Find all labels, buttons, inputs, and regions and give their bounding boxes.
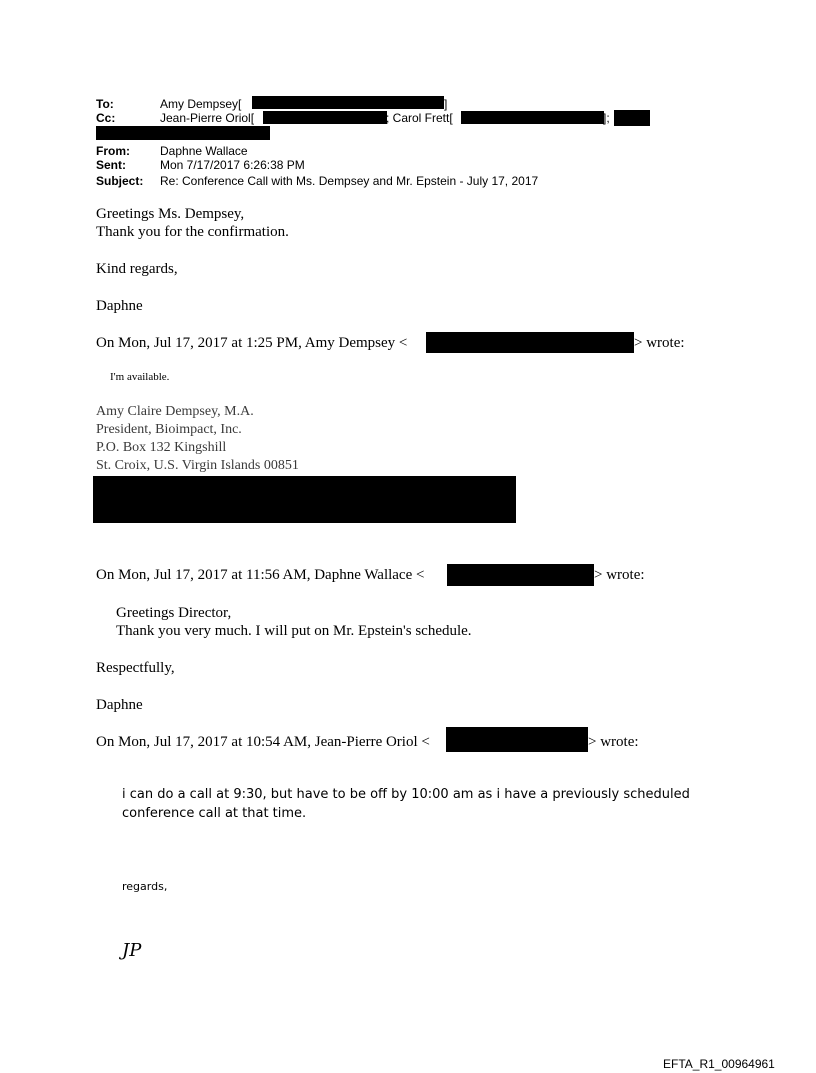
to-label: To: <box>96 97 114 111</box>
document-id: EFTA_R1_00964961 <box>663 1057 775 1071</box>
sent-label: Sent: <box>96 158 126 172</box>
quote-attribution: On Mon, Jul 17, 2017 at 11:56 AM, Daphne Wallace < <box>96 567 425 583</box>
redaction-box <box>614 110 650 126</box>
to-name: Amy Dempsey[ <box>160 97 242 111</box>
cc-label: Cc: <box>96 111 116 125</box>
cc-separator-2: ]; <box>603 111 610 125</box>
body-line: conference call at that time. <box>122 806 307 821</box>
cc-separator-1: ; Carol Frett[ <box>386 111 453 125</box>
closing-line: regards, <box>122 880 168 893</box>
quote-attribution: On Mon, Jul 17, 2017 at 1:25 PM, Amy Dempsey < <box>96 335 408 351</box>
signature-name: Daphne <box>96 298 143 314</box>
from-value: Daphne Wallace <box>160 144 248 158</box>
body-line: i can do a call at 9:30, but have to be off by 10:00 am as i have a previously scheduled <box>122 787 690 802</box>
redaction-box <box>263 111 387 124</box>
quote-attribution-end: > wrote: <box>588 734 639 750</box>
subject-value: Re: Conference Call with Ms. Dempsey and Mr. Epstein - July 17, 2017 <box>160 174 539 188</box>
redaction-box <box>252 96 444 109</box>
body-line: Thank you for the confirmation. <box>96 224 289 240</box>
redaction-box <box>96 126 270 140</box>
quote-attribution-end: > wrote: <box>634 335 685 351</box>
redaction-box <box>447 564 594 586</box>
redaction-box <box>446 727 588 752</box>
greeting-line: Greetings Ms. Dempsey, <box>96 206 245 222</box>
signature-line: P.O. Box 132 Kingshill <box>96 440 227 455</box>
from-label: From: <box>96 144 130 158</box>
quote-body: I'm available. <box>110 371 170 383</box>
closing-line: Respectfully, <box>96 660 175 676</box>
closing-line: Kind regards, <box>96 261 178 277</box>
subject-label: Subject: <box>96 174 144 188</box>
redaction-box <box>426 332 634 353</box>
quote-attribution-end: > wrote: <box>594 567 645 583</box>
to-end: ] <box>444 97 448 111</box>
sent-value: Mon 7/17/2017 6:26:38 PM <box>160 158 305 172</box>
signature-name: Daphne <box>96 697 143 713</box>
redaction-box <box>461 111 604 124</box>
signature-line: Amy Claire Dempsey, M.A. <box>96 404 254 419</box>
signature-line: President, Bioimpact, Inc. <box>96 422 242 437</box>
greeting-line: Greetings Director, <box>116 605 232 621</box>
cc-name-1: Jean-Pierre Oriol[ <box>160 111 255 125</box>
signature-initials: JP <box>122 940 142 961</box>
redaction-box <box>93 476 516 523</box>
signature-line: St. Croix, U.S. Virgin Islands 00851 <box>96 458 299 473</box>
body-line: Thank you very much. I will put on Mr. Epstein's schedule. <box>116 623 472 639</box>
quote-attribution: On Mon, Jul 17, 2017 at 10:54 AM, Jean-Pierre Oriol < <box>96 734 430 750</box>
